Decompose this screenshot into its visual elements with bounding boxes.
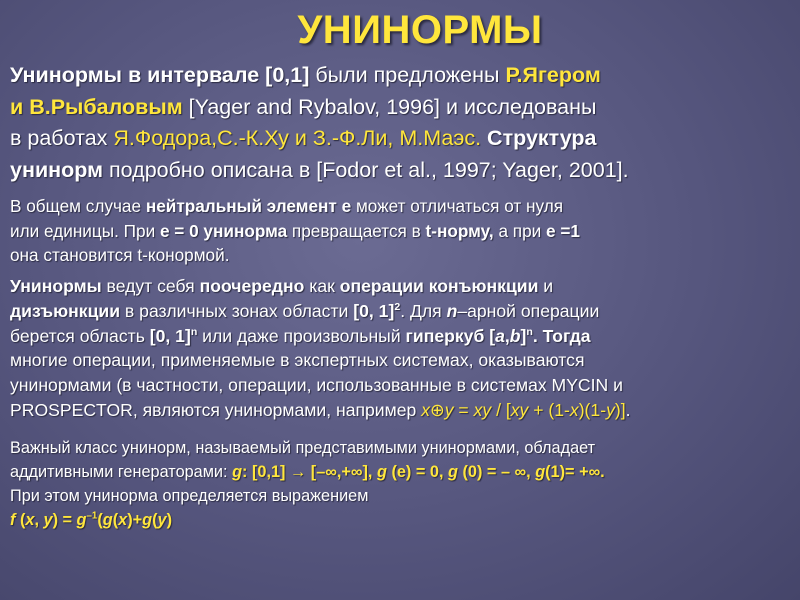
text: она становится t-конормой. xyxy=(10,245,230,265)
slide-title: УНИНОРМЫ xyxy=(297,8,543,52)
text: . Для xyxy=(400,300,447,321)
math-variable: f xyxy=(10,511,16,529)
math-variable: x xyxy=(421,399,430,420)
formula-text: ( xyxy=(152,511,158,529)
formula-text: = xyxy=(453,399,474,420)
paragraph-neutral-element xyxy=(10,194,795,268)
text-bold: , xyxy=(504,325,510,346)
text-bold: унинорм xyxy=(10,157,104,182)
paragraph-operations xyxy=(10,274,795,423)
math-variable: g xyxy=(142,511,153,529)
math-variable: x xyxy=(25,511,35,529)
text: в работах xyxy=(10,126,114,150)
formula-text: : [0,1] xyxy=(242,463,290,481)
math-variable: g xyxy=(232,463,243,481)
formula-text: )+ xyxy=(127,511,143,529)
formula-text: ) xyxy=(166,511,173,529)
superscript: n xyxy=(190,325,198,338)
text: и xyxy=(538,276,554,296)
text-line xyxy=(10,484,795,508)
text-line xyxy=(10,92,795,124)
text: –арной операции xyxy=(457,300,600,321)
formula-text: , xyxy=(34,511,44,529)
formula-text: ( xyxy=(112,511,119,529)
superscript: 2 xyxy=(394,300,401,313)
oplus-symbol: ⊕ xyxy=(429,399,445,420)
text-bold: Унинормы в интервале [0,1] xyxy=(10,63,310,87)
text: PROSPECTOR, являются унинормами, например xyxy=(10,399,422,420)
text: берется область xyxy=(10,325,150,346)
math-variable: y xyxy=(43,511,53,529)
text-bold: ] xyxy=(520,325,527,346)
math-variable: y xyxy=(606,399,615,420)
paragraph-representable-uninorms xyxy=(10,436,795,532)
formula-text: (е) = 0, xyxy=(386,463,449,481)
text: подробно описана в [Fodor et al., 1997; Yager, 2001]. xyxy=(103,157,629,182)
text: . xyxy=(625,399,631,420)
text-bold: дизъюнкции xyxy=(10,300,121,321)
text: были предложены xyxy=(309,63,506,87)
author-names: Я.Фодора,С.-К.Ху и З.-Ф.Ли, М.Маэс. xyxy=(113,126,482,150)
math-variable: y xyxy=(444,399,454,420)
math-variable: xy xyxy=(510,399,529,420)
author-name: и В.Рыбаловым xyxy=(10,94,183,119)
text: При этом унинорма определяется выражением xyxy=(10,487,369,505)
text: или единицы. При xyxy=(10,220,160,241)
text-bold: гиперкуб [ xyxy=(405,325,496,346)
text-line xyxy=(10,155,795,187)
text-line xyxy=(10,299,795,324)
text: многие операции, применяемые в экспертных системах, оказываются xyxy=(10,350,585,371)
formula-text: ( xyxy=(97,511,103,529)
paragraph-introduction xyxy=(10,60,795,186)
text-line xyxy=(10,324,795,349)
formula-text: ( xyxy=(15,511,26,529)
arrow-icon: → xyxy=(289,463,307,481)
text: унинормами (в частности, операции, использованные в системах MYCIN и xyxy=(10,375,623,396)
math-variable: g xyxy=(535,463,546,481)
text-bold: е = 0 унинорма xyxy=(159,220,288,241)
math-variable: x xyxy=(118,511,128,529)
text-line xyxy=(10,243,795,268)
text-bold: е =1 xyxy=(546,220,580,241)
text: как xyxy=(304,276,340,296)
math-variable: x xyxy=(569,399,579,420)
math-variable: xy xyxy=(473,399,492,420)
text-line xyxy=(10,219,795,244)
text-bold: [0, 1] xyxy=(353,300,395,321)
text: аддитивными генераторами: xyxy=(10,463,233,481)
text: а при xyxy=(493,220,547,241)
math-variable: a xyxy=(495,325,505,346)
superscript: n xyxy=(526,325,533,338)
text-line xyxy=(10,60,795,92)
text-line xyxy=(10,194,795,219)
text-line xyxy=(10,373,795,398)
math-variable: g xyxy=(76,511,87,529)
superscript: –1 xyxy=(86,510,98,522)
text: или даже произвольный xyxy=(197,325,406,346)
text: [Yager and Rybalov, 1996] и исследованы xyxy=(182,94,597,119)
formula-text: / [ xyxy=(491,399,511,420)
formula-text: )] xyxy=(614,399,626,420)
text-line xyxy=(10,436,795,460)
math-variable: n xyxy=(446,300,458,321)
math-variable: g xyxy=(448,463,458,481)
author-name: Р.Ягером xyxy=(505,63,601,87)
math-variable: y xyxy=(157,511,167,529)
text-bold: [0, 1] xyxy=(149,325,191,346)
text-line xyxy=(10,398,795,423)
text-bold: . Тогда xyxy=(532,325,591,346)
text: ведут себя xyxy=(101,276,200,296)
text-bold: Структура xyxy=(487,126,597,150)
math-variable: g xyxy=(376,463,387,481)
text-bold: t-норму, xyxy=(425,220,494,241)
formula-text: )(1- xyxy=(578,399,607,420)
text-bold: Унинормы xyxy=(10,276,102,296)
math-variable: g xyxy=(102,511,113,529)
formula-text: (1)= +∞. xyxy=(545,463,605,481)
text-line xyxy=(10,348,795,373)
text-bold: операции конъюнкции xyxy=(339,276,539,296)
formula-text: [–∞,+∞], xyxy=(306,463,377,481)
text-line xyxy=(10,508,795,532)
math-variable: b xyxy=(509,325,521,346)
text: превращается в xyxy=(287,220,426,241)
text: Важный класс унинорм, называемый представимыми унинормами, обладает xyxy=(10,439,596,457)
text-line xyxy=(10,460,795,484)
text-line xyxy=(10,123,795,155)
text: может отличаться от нуля xyxy=(351,196,564,216)
text-line xyxy=(10,274,795,299)
text: в различных зонах области xyxy=(120,300,354,321)
text-bold: нейтральный элемент е xyxy=(145,196,352,216)
formula-text: ) = xyxy=(52,511,77,529)
text-bold: поочередно xyxy=(199,276,305,296)
formula-text: (0) = – ∞, xyxy=(457,463,536,481)
formula-text: + (1- xyxy=(528,399,570,420)
text: В общем случае xyxy=(10,196,146,216)
